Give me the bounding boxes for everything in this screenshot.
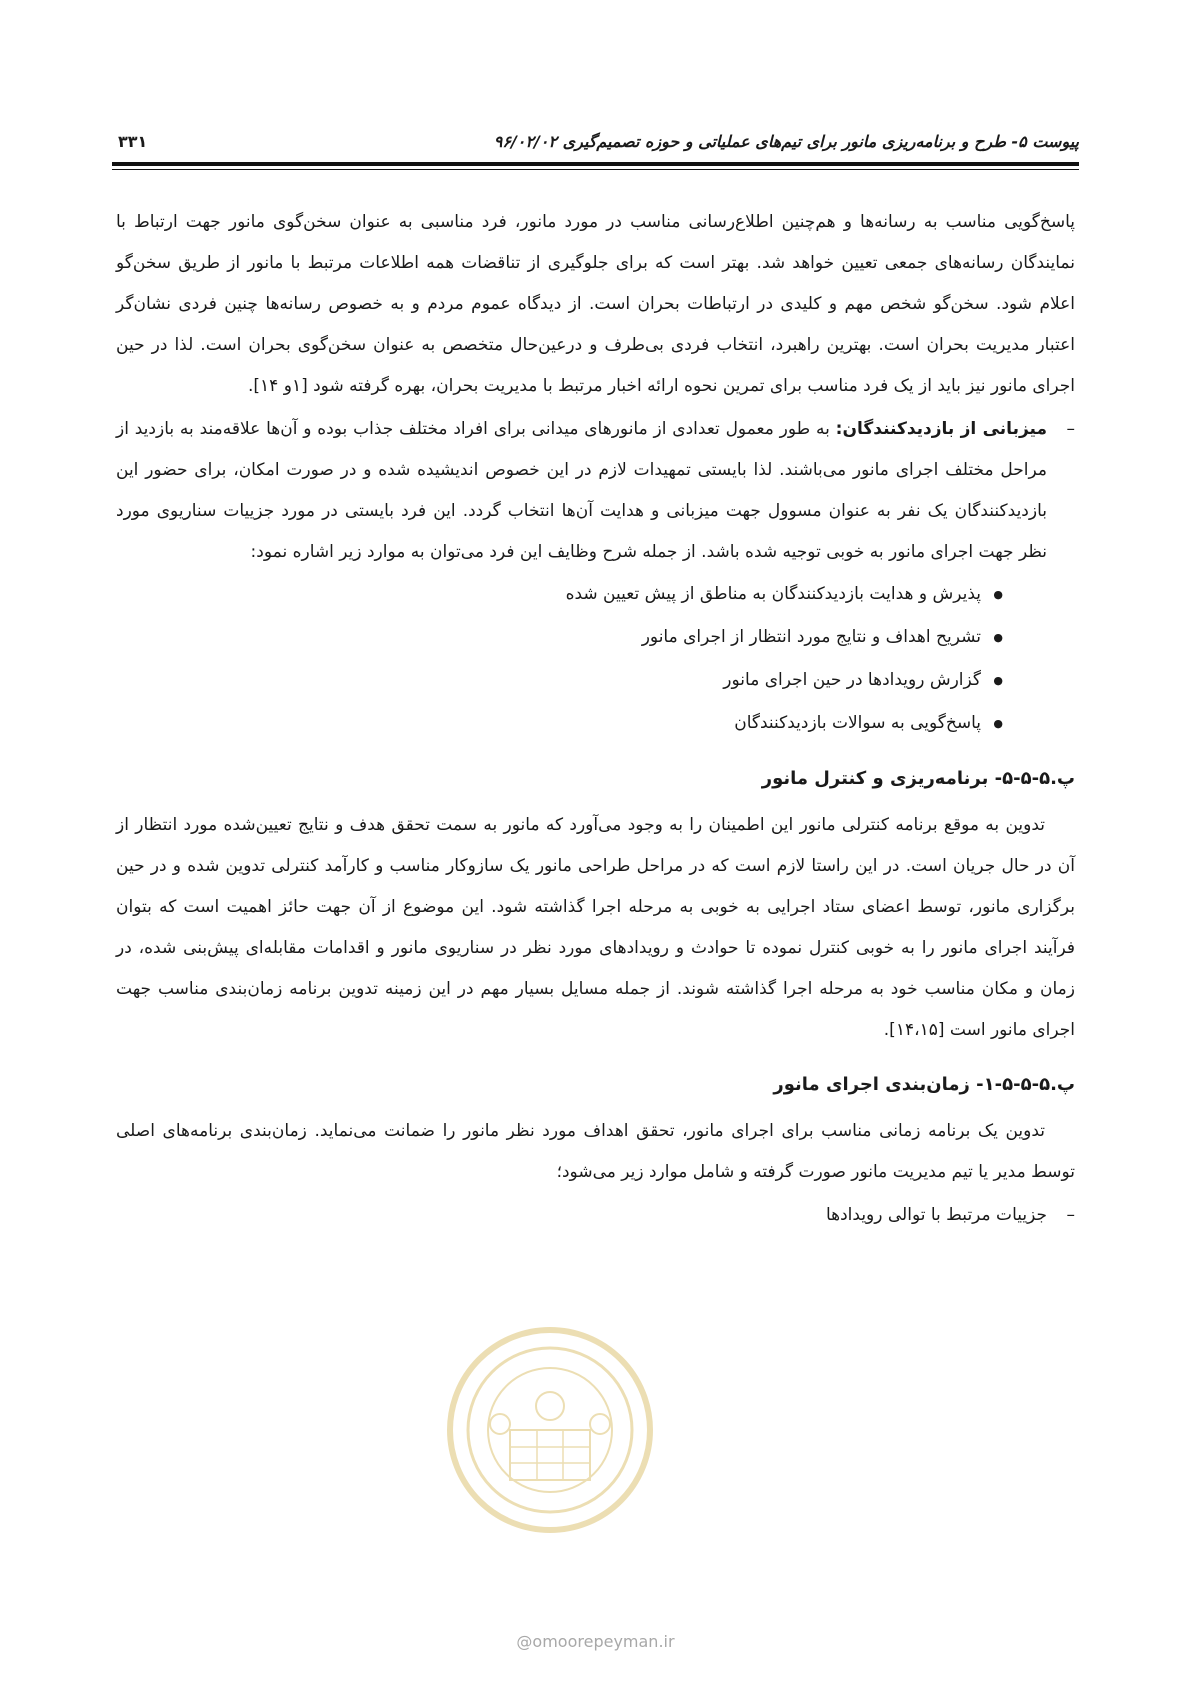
page-header: [112, 128, 1079, 164]
schedule-item: [116, 1195, 1075, 1236]
schedule-item-text: جزییات مرتبط با توالی رویدادها: [825, 1205, 1047, 1225]
dash-marker: –: [1066, 1205, 1075, 1225]
visitor-duties-list: [116, 573, 1075, 745]
watermark-seal-icon: [440, 1320, 660, 1540]
running-header-title: پیوست ۵- طرح و برنامه‌ریزی مانور برای تیم‌های عملیاتی و حوزه تصمیم‌گیری ۹۶/۰۲/۰۲: [493, 132, 1079, 151]
section-heading-scheduling: پ.۵-۵-۵-۱- زمان‌بندی اجرای مانور: [773, 1074, 1075, 1095]
visitors-paragraph: [116, 409, 1047, 573]
header-rule-thin: [112, 169, 1079, 170]
footer-website: @omoorepeyman.ir: [516, 1632, 675, 1651]
body-content: [116, 202, 1075, 1236]
page-number: ۳۳۱: [118, 132, 148, 151]
list-item: ● تشریح اهداف و نتایج مورد انتظار از اجرای مانور: [116, 616, 1003, 659]
dash-marker: –: [1066, 419, 1075, 439]
paragraph-planning: تدوین به موقع برنامه کنترلی مانور این اطمینان را به وجود می‌آورد که مانور به سمت تحقق هدف و نتایج تعیین‌شده مورد انتظار از آن در حال جریان است. در این راستا لازم است که در مراحل طراحی مانور یک سازوکار مناسب و کارآمد کنترلی تدوین شده و در حین برگزاری مانور، توسط اعضای ستاد اجرایی به خوبی به مرحله اجرا گذاشته شود. این موضوع از آن جهت حائز اهمیت است که بتوان فرآیند اجرای مانور را به خوبی کنترل نموده تا حوادث و رویدادهای مورد نظر در سناریوی مانور و اقدامات مقابله‌ای پیش‌بنی شده، در زمان و مکان مناسب خود به مرحله اجرا گذاشته شوند. از جمله مسایل بسیار مهم در این زمینه تدوین برنامه زمان‌بندی مناسب جهت اجرای مانور است [۱۴،۱۵].: [116, 815, 1075, 1040]
list-item: ● پاسخ‌گویی به سوالات بازدیدکنندگان: [116, 702, 1003, 745]
list-item: ● گزارش رویدادها در حین اجرای مانور: [116, 659, 1003, 702]
section-heading-planning: پ.۵-۵-۵- برنامه‌ریزی و کنترل مانور: [761, 768, 1075, 789]
list-item: ● پذیرش و هدایت بازدیدکنندگان به مناطق از پیش تعیین شده: [116, 573, 1003, 616]
visitors-lead: میزبانی از بازدیدکنندگان:: [835, 419, 1047, 439]
paragraph-spokesperson: پاسخ‌گویی مناسب به رسانه‌ها و هم‌چنین اطلاع‌رسانی مناسب در مورد مانور، فرد مناسبی به عنوان سخن‌گوی مانور جهت ارتباط با نمایندگان رسانه‌های جمعی تعیین خواهد شد. بهتر است که برای جلوگیری از تناقضات همه اطلاعات مرتبط با مانور از طریق سخن‌گو اعلام شود. سخن‌گو شخص مهم و کلیدی در ارتباطات بحران است. از دیدگاه عموم مردم و به خصوص رسانه‌ها چنین فردی نشان‌گر اعتبار مدیریت بحران است. بهترین راهبرد، انتخاب فردی بی‌طرف و درعین‌حال متخصص به عنوان سخن‌گوی بحران است. لذا در حین اجرای مانور نیز باید از یک فرد مناسب برای تمرین نحوه ارائه اخبار مرتبط با مدیریت بحران، بهره گرفته شود [۱و ۱۴].: [116, 212, 1075, 396]
visitors-item: [116, 409, 1075, 573]
paragraph-scheduling: تدوین یک برنامه زمانی مناسب برای اجرای مانور، تحقق اهداف مورد نظر مانور را ضمانت می‌نماید. زمان‌بندی برنامه‌های اصلی توسط مدیر یا تیم مدیریت مانور صورت گرفته و شامل موارد زیر می‌شود؛: [116, 1121, 1075, 1182]
header-rule-thick: [112, 162, 1079, 166]
visitors-text: به طور معمول تعدادی از مانورهای میدانی برای افراد مختلف جذاب بوده و آن‌ها علاقه‌مند به بازدید از مراحل مختلف اجرای مانور می‌باشند. لذا بایستی تمهیدات لازم در این خصوص اندیشیده شده و در صورت امکان، برای حضور این بازدیدکنندگان یک نفر به عنوان مسوول جهت میزبانی و هدایت آن‌ها انتخاب گردد. این فرد بایستی در مورد جزییات سناریوی مورد نظر جهت اجرای مانور به خوبی توجیه شده باشد. از جمله شرح وظایف این فرد می‌توان به موارد زیر اشاره نمود:: [116, 419, 1047, 562]
